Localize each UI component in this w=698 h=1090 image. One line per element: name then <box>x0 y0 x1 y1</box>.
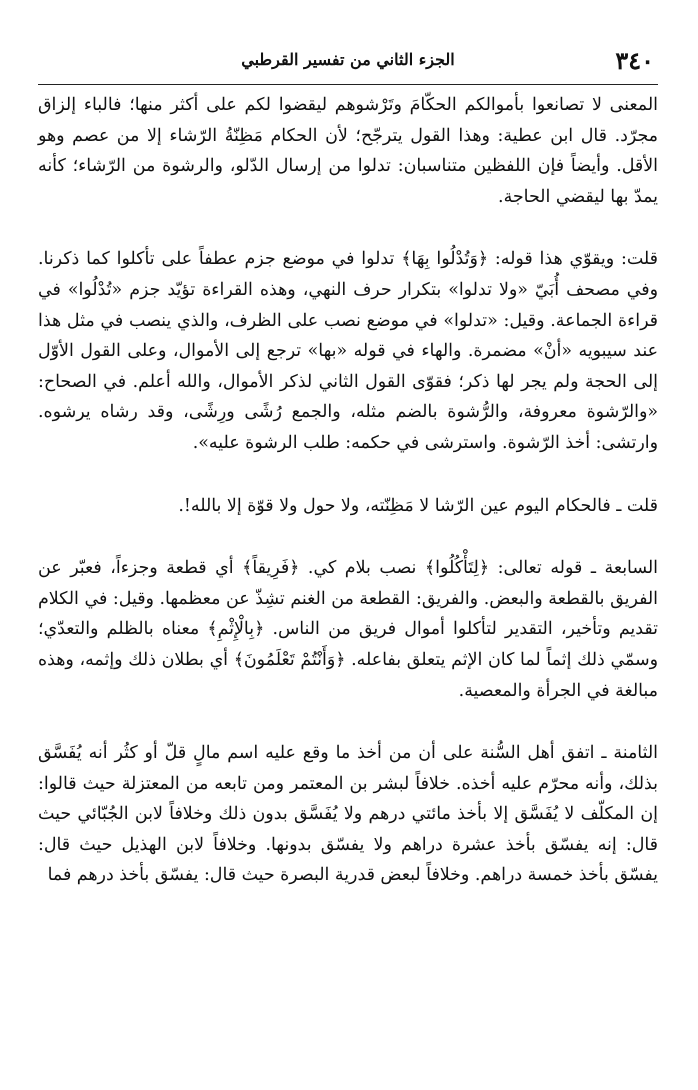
paragraph-qultu-1: قلت: ويقوّي هذا قوله: ﴿وَتُدْلُوا بِهَا﴾ تدلوا في موضع جزم عطفاً على تأكلوا كما ذكرنا. وفي مصحف أُبَيّ «ولا تدلوا» بتكرار حرف النهي، وهذه القراءة تؤيّد جزم «تُدْلُوا» في قراءة الجماعة. وقيل: «تدلوا» في موضع نصب على الظرف، والذي ينصب في مثل هذا عند سيبويه «أنْ» مضمرة. والهاء في قوله «بها» ترجع إلى الأموال، وعلى القول الأوّل إلى الحجة ولم يجر لها ذكر؛ فقوّى القول الثاني لذكر الأموال، والله أعلم. في الصحاح: «والرّشوة معروفة، والرُّشوة بالضم مثله، والجمع رُشًى ورِشًى، وقد رشاه يرشوه. وارتشى: أخذ الرّشوة. واسترشى في حكمه: طلب الرشوة عليه». <box>38 249 658 453</box>
paragraph-gap <box>38 459 658 491</box>
running-title: الجزء الثاني من تفسير القرطبي <box>241 50 455 69</box>
paragraph-qultu-2: قلت ـ فالحكام اليوم عين الرّشا لا مَظِنّته، ولا حول ولا قوّة إلا بالله!. <box>178 495 658 516</box>
paragraph-eighth: الثامنة ـ اتفق أهل السُّنة على أن من أخذ ما وقع عليه اسم مالٍ قلّ أو كثُر أنه يُفَسَّق بذلك، وأنه محرّم عليه أخذه. خلافاً لبشر بن المعتمر ومن تابعه من المعتزلة حيث قالوا: إن المكلّف لا يُفَسَّق إلا بأخذ مائتي درهم ولا يُفَسَّق بدون ذلك وخلافاً لابن الجُبّائي حيث قال: إنه يفسّق بأخذ عشرة دراهم ولا يفسّق بدونها. وخلافاً لابن الهذيل حيث قال: يفسّق بأخذ خمسة دراهم. وخلافاً لبعض قدرية البصرة حيث قال: يفسّق بأخذ درهم فما <box>38 743 658 886</box>
body-text <box>38 90 658 891</box>
paragraph-gap <box>38 521 658 553</box>
page-header <box>38 40 658 85</box>
paragraph-meaning: المعنى لا تصانعوا بأموالكم الحكّامَ وتَرْشوهم ليقضوا لكم على أكثر منها؛ فالباء إلزاق مجرّد. قال ابن عطية: وهذا القول يترجّح؛ لأن الحكام مَظِنّةُ الرّشاء إلا من عصم وهو الأقل. وأيضاً فإن اللفظين متناسبان: تدلوا من إرسال الدّلو، والرشوة من الرّشاء؛ كأنه يمدّ بها ليقضي الحاجة. <box>38 95 658 207</box>
paragraph-seventh: السابعة ـ قوله تعالى: ﴿لِتَأْكُلُوا﴾ نصب بلام كي. ﴿فَرِيقاً﴾ أي قطعة وجزءاً، فعبّر عن الفريق بالقطعة والبعض. والفريق: القطعة من الغنم تشِذّ عن معظمها. وقيل: في الكلام تقديم وتأخير، التقدير لتأكلوا أموال فريق من الناس. ﴿بِالْإِثْمِ﴾ معناه بالظلم والتعدّي؛ وسمّي ذلك إثماً لما كان الإثم يتعلق بفاعله. ﴿وَأَنْتُمْ تَعْلَمُونَ﴾ أي بطلان ذلك وإثمه، وهذه مبالغة في الجرأة والمعصية. <box>38 558 658 701</box>
paragraph-gap <box>38 212 658 244</box>
page-number: ٣٤٠ <box>615 46 654 75</box>
paragraph-gap <box>38 706 658 738</box>
